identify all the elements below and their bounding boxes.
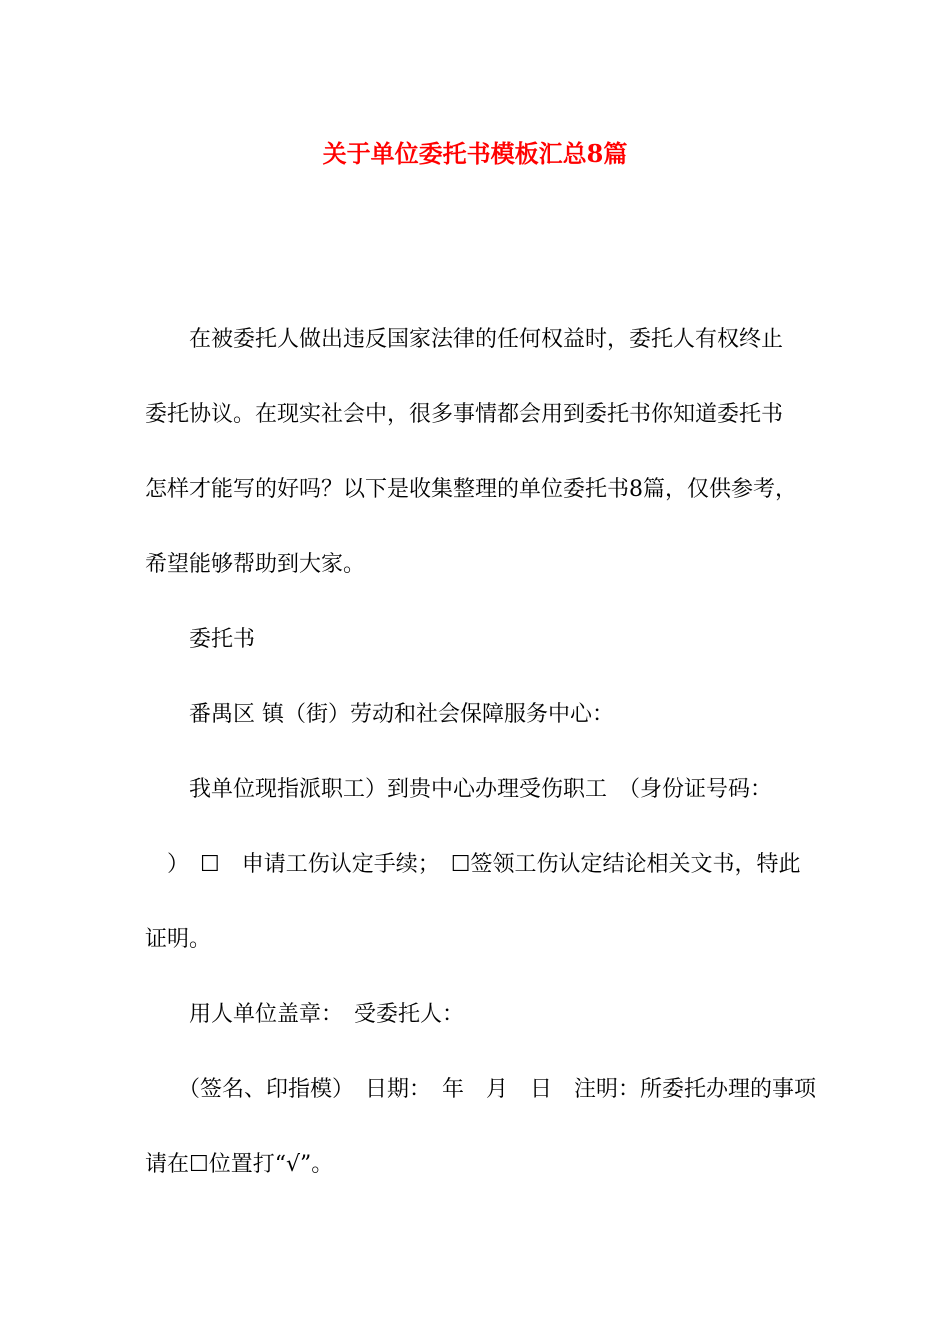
- body-line-2: 委托协议。在现实社会中，很多事情都会用到委托书你知道委托书: [145, 402, 784, 427]
- section-heading: 委托书: [145, 627, 256, 652]
- recipient-line: 番禺区 镇（街）劳动和社会保障服务中心：: [145, 702, 614, 727]
- body-line-3: 怎样才能写的好吗？以下是收集整理的单位委托书8篇，仅供参考，: [145, 477, 797, 502]
- document-title: 关于单位委托书模板汇总8篇: [322, 139, 628, 168]
- body-line-9: 证明。: [145, 927, 212, 952]
- body-line-8: ） ☐ 申请工伤认定手续； ☐签领工伤认定结论相关文书，特此: [145, 852, 801, 877]
- body-line-1: 在被委托人做出违反国家法律的任何权益时，委托人有权终止: [145, 327, 784, 352]
- date-line: （签名、印指模） 日期： 年 月 日 注明：所委托办理的事项: [145, 1077, 817, 1102]
- body-line-12: 请在☐位置打“√”。: [145, 1152, 334, 1177]
- body-line-7: 我单位现指派职工）到贵中心办理受伤职工 （身份证号码：: [145, 777, 773, 802]
- body-line-4: 希望能够帮助到大家。: [145, 552, 366, 577]
- signature-line: 用人单位盖章： 受委托人：: [145, 1002, 465, 1027]
